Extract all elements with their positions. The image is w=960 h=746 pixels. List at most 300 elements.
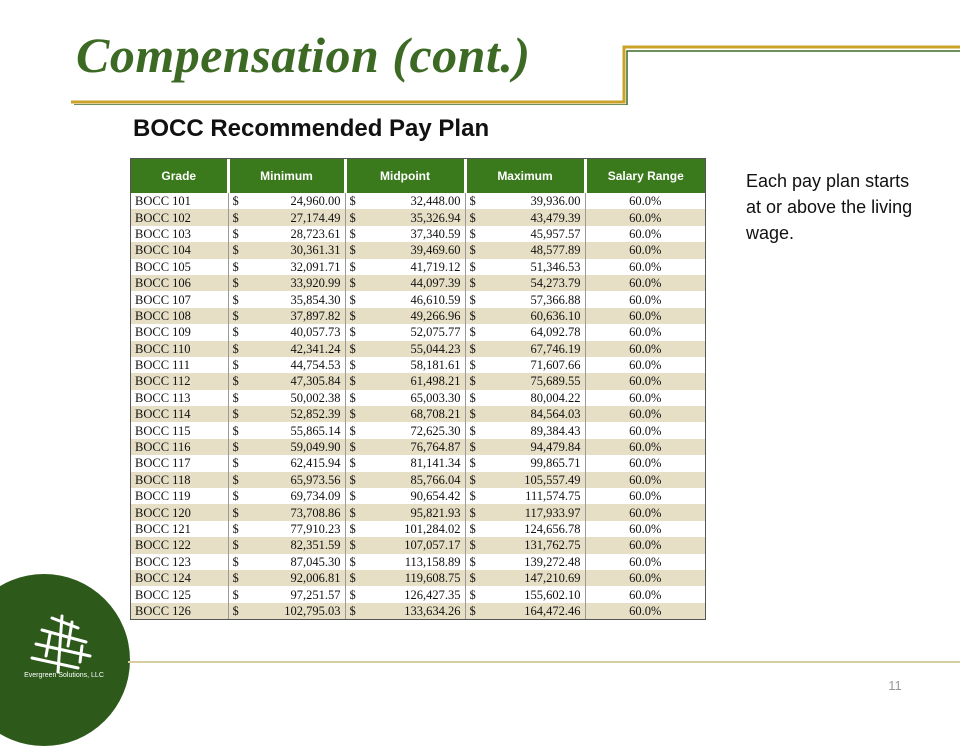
currency-amount: [470, 505, 581, 521]
currency-amount: [350, 357, 461, 373]
amount-value: 131,762.75: [524, 538, 581, 553]
currency-symbol: $: [349, 308, 356, 323]
amount-value: 54,273.79: [530, 276, 581, 291]
amount-value: 55,044.23: [410, 341, 461, 356]
table-row: [131, 324, 705, 340]
currency-symbol: $: [349, 456, 356, 471]
currency-symbol: $: [232, 390, 239, 405]
amount-value: 92,006.81: [290, 571, 341, 586]
grade-cell: BOCC 116: [131, 439, 228, 455]
currency-symbol: $: [232, 210, 239, 225]
currency-symbol: $: [349, 554, 356, 569]
currency-amount: [470, 357, 581, 373]
midpoint-cell: [345, 341, 465, 357]
page-number: 11: [888, 678, 902, 693]
amount-value: 62,415.94: [290, 456, 341, 471]
currency-symbol: $: [349, 226, 356, 241]
amount-value: 43,479.39: [530, 210, 581, 225]
amount-value: 102,795.03: [284, 603, 341, 618]
currency-symbol: $: [349, 489, 356, 504]
minimum-cell: [228, 504, 345, 520]
grade-cell: BOCC 108: [131, 308, 228, 324]
currency-amount: [470, 275, 581, 291]
currency-amount: [233, 193, 341, 209]
salary-range-cell: 60.0%: [585, 586, 705, 602]
midpoint-cell: [345, 209, 465, 225]
table-body: [131, 193, 705, 619]
living-wage-note: Each pay plan starts at or above the living wage.: [746, 171, 913, 243]
maximum-cell: [465, 537, 585, 553]
table-row: [131, 455, 705, 471]
currency-symbol: $: [469, 603, 476, 618]
currency-symbol: $: [232, 571, 239, 586]
currency-amount: [233, 505, 341, 521]
amount-value: 101,284.02: [404, 522, 461, 536]
midpoint-cell: [345, 488, 465, 504]
table-row: [131, 275, 705, 291]
midpoint-cell: [345, 570, 465, 586]
amount-value: 39,469.60: [410, 243, 461, 258]
currency-amount: [350, 570, 461, 586]
minimum-cell: [228, 570, 345, 586]
maximum-cell: [465, 308, 585, 324]
currency-amount: [350, 390, 461, 406]
grade-cell: BOCC 120: [131, 504, 228, 520]
currency-symbol: $: [469, 456, 476, 471]
currency-amount: [350, 423, 461, 439]
salary-range-cell: 60.0%: [585, 373, 705, 389]
amount-value: 33,920.99: [290, 276, 341, 291]
amount-value: 39,936.00: [530, 194, 581, 209]
currency-amount: [233, 373, 341, 389]
slide-title: Compensation (cont.): [76, 27, 531, 83]
minimum-cell: [228, 373, 345, 389]
currency-amount: [350, 373, 461, 389]
salary-range-cell: 60.0%: [585, 308, 705, 324]
table-row: [131, 504, 705, 520]
currency-amount: [470, 242, 581, 258]
currency-symbol: $: [232, 505, 239, 520]
amount-value: 80,004.22: [530, 390, 581, 405]
amount-value: 77,910.23: [290, 522, 341, 536]
midpoint-cell: [345, 193, 465, 209]
currency-symbol: $: [232, 472, 239, 487]
currency-amount: [350, 439, 461, 455]
amount-value: 57,366.88: [530, 292, 581, 307]
amount-value: 52,075.77: [410, 325, 461, 340]
pay-plan-table-container: [130, 158, 706, 620]
minimum-cell: [228, 537, 345, 553]
amount-value: 68,708.21: [410, 407, 461, 422]
grade-cell: BOCC 109: [131, 324, 228, 340]
table-row: [131, 603, 705, 619]
table-row: [131, 193, 705, 209]
grade-cell: BOCC 104: [131, 242, 228, 258]
minimum-cell: [228, 291, 345, 307]
amount-value: 42,341.24: [290, 341, 341, 356]
maximum-cell: [465, 226, 585, 242]
grade-cell: BOCC 107: [131, 291, 228, 307]
amount-value: 50,002.38: [290, 390, 341, 405]
amount-value: 69,734.09: [290, 489, 341, 504]
currency-amount: [233, 390, 341, 406]
amount-value: 32,091.71: [290, 259, 341, 274]
currency-amount: [350, 455, 461, 471]
midpoint-cell: [345, 291, 465, 307]
midpoint-cell: [345, 406, 465, 422]
minimum-cell: [228, 341, 345, 357]
currency-amount: [470, 341, 581, 357]
amount-value: 41,719.12: [410, 259, 461, 274]
currency-amount: [470, 406, 581, 422]
amount-value: 105,557.49: [524, 472, 581, 487]
currency-symbol: $: [349, 587, 356, 602]
currency-amount: [350, 603, 461, 619]
currency-symbol: $: [232, 226, 239, 241]
grade-cell: BOCC 113: [131, 390, 228, 406]
table-row: [131, 242, 705, 258]
midpoint-cell: [345, 504, 465, 520]
currency-amount: [233, 554, 341, 570]
midpoint-cell: [345, 521, 465, 537]
midpoint-cell: [345, 259, 465, 275]
amount-value: 89,384.43: [530, 423, 581, 438]
midpoint-cell: [345, 554, 465, 570]
amount-value: 126,427.35: [404, 587, 461, 602]
midpoint-cell: [345, 422, 465, 438]
amount-value: 37,897.82: [290, 308, 341, 323]
currency-amount: [350, 521, 461, 537]
currency-symbol: $: [469, 374, 476, 389]
grade-cell: BOCC 122: [131, 537, 228, 553]
grade-cell: BOCC 111: [131, 357, 228, 373]
amount-value: 71,607.66: [530, 358, 581, 373]
minimum-cell: [228, 390, 345, 406]
currency-symbol: $: [349, 407, 356, 422]
table-row: [131, 537, 705, 553]
currency-symbol: $: [232, 587, 239, 602]
maximum-cell: [465, 521, 585, 537]
midpoint-cell: [345, 472, 465, 488]
table-header-row: [131, 159, 705, 193]
table-row: [131, 226, 705, 242]
amount-value: 48,577.89: [530, 243, 581, 258]
salary-range-cell: 60.0%: [585, 455, 705, 471]
amount-value: 49,266.96: [410, 308, 461, 323]
currency-amount: [233, 242, 341, 258]
grade-cell: BOCC 125: [131, 586, 228, 602]
currency-amount: [350, 242, 461, 258]
grade-cell: BOCC 117: [131, 455, 228, 471]
amount-value: 35,854.30: [290, 292, 341, 307]
currency-symbol: $: [469, 505, 476, 520]
midpoint-cell: [345, 242, 465, 258]
salary-range-cell: 60.0%: [585, 193, 705, 209]
currency-amount: [470, 373, 581, 389]
amount-value: 87,045.30: [290, 554, 341, 569]
currency-symbol: $: [232, 603, 239, 618]
salary-range-cell: 60.0%: [585, 341, 705, 357]
minimum-cell: [228, 455, 345, 471]
amount-value: 76,764.87: [410, 440, 461, 455]
currency-amount: [350, 472, 461, 488]
amount-value: 107,057.17: [404, 538, 461, 553]
currency-amount: [470, 324, 581, 340]
currency-symbol: $: [232, 276, 239, 291]
table-row: [131, 488, 705, 504]
currency-amount: [470, 603, 581, 619]
table-row: [131, 308, 705, 324]
currency-amount: [350, 308, 461, 324]
amount-value: 65,973.56: [290, 472, 341, 487]
amount-value: 60,636.10: [530, 308, 581, 323]
currency-symbol: $: [349, 292, 356, 307]
grade-cell: BOCC 114: [131, 406, 228, 422]
minimum-cell: [228, 521, 345, 537]
midpoint-cell: [345, 308, 465, 324]
minimum-cell: [228, 488, 345, 504]
currency-amount: [233, 341, 341, 357]
salary-range-cell: 60.0%: [585, 291, 705, 307]
currency-amount: [233, 406, 341, 422]
amount-value: 67,746.19: [530, 341, 581, 356]
minimum-cell: [228, 275, 345, 291]
currency-symbol: $: [232, 374, 239, 389]
currency-symbol: $: [349, 243, 356, 258]
currency-symbol: $: [349, 390, 356, 405]
currency-amount: [350, 505, 461, 521]
maximum-cell: [465, 603, 585, 619]
currency-symbol: $: [469, 472, 476, 487]
column-header-maximum: Maximum: [465, 159, 585, 193]
currency-amount: [350, 193, 461, 209]
amount-value: 61,498.21: [410, 374, 461, 389]
currency-amount: [470, 193, 581, 209]
currency-amount: [350, 210, 461, 226]
currency-symbol: $: [232, 407, 239, 422]
pay-plan-table: [131, 159, 705, 619]
currency-amount: [470, 259, 581, 275]
maximum-cell: [465, 488, 585, 504]
currency-symbol: $: [232, 341, 239, 356]
currency-symbol: $: [232, 554, 239, 569]
minimum-cell: [228, 406, 345, 422]
amount-value: 28,723.61: [290, 226, 341, 241]
currency-symbol: $: [469, 587, 476, 602]
table-row: [131, 472, 705, 488]
amount-value: 37,340.59: [410, 226, 461, 241]
currency-symbol: $: [469, 440, 476, 455]
amount-value: 84,564.03: [530, 407, 581, 422]
column-header-midpoint: Midpoint: [345, 159, 465, 193]
currency-symbol: $: [349, 505, 356, 520]
maximum-cell: [465, 193, 585, 209]
amount-value: 133,634.26: [404, 603, 461, 618]
minimum-cell: [228, 357, 345, 373]
currency-symbol: $: [232, 308, 239, 323]
currency-amount: [233, 275, 341, 291]
maximum-cell: [465, 439, 585, 455]
currency-symbol: $: [232, 489, 239, 504]
currency-symbol: $: [232, 358, 239, 373]
amount-value: 99,865.71: [530, 456, 581, 471]
salary-range-cell: 60.0%: [585, 259, 705, 275]
currency-amount: [233, 488, 341, 504]
amount-value: 32,448.00: [410, 194, 461, 209]
table-row: [131, 259, 705, 275]
amount-value: 27,174.49: [290, 210, 341, 225]
amount-value: 75,689.55: [530, 374, 581, 389]
currency-symbol: $: [469, 259, 476, 274]
amount-value: 55,865.14: [290, 423, 341, 438]
currency-amount: [233, 472, 341, 488]
currency-symbol: $: [349, 374, 356, 389]
evergreen-tree-logo-icon: [28, 612, 98, 674]
amount-value: 94,479.84: [530, 440, 581, 455]
currency-amount: [233, 308, 341, 324]
midpoint-cell: [345, 603, 465, 619]
amount-value: 111,574.75: [525, 489, 581, 504]
minimum-cell: [228, 554, 345, 570]
currency-symbol: $: [232, 423, 239, 438]
table-row: [131, 422, 705, 438]
amount-value: 44,097.39: [410, 276, 461, 291]
salary-range-cell: 60.0%: [585, 242, 705, 258]
currency-symbol: $: [469, 194, 476, 209]
currency-symbol: $: [232, 456, 239, 471]
grade-cell: BOCC 115: [131, 422, 228, 438]
currency-symbol: $: [232, 538, 239, 553]
grade-cell: BOCC 124: [131, 570, 228, 586]
currency-amount: [350, 406, 461, 422]
currency-symbol: $: [349, 423, 356, 438]
grade-cell: BOCC 119: [131, 488, 228, 504]
currency-amount: [350, 292, 461, 308]
currency-amount: [233, 226, 341, 242]
currency-symbol: $: [349, 276, 356, 291]
salary-range-cell: 60.0%: [585, 439, 705, 455]
currency-symbol: $: [349, 522, 356, 536]
grade-cell: BOCC 112: [131, 373, 228, 389]
currency-amount: [470, 472, 581, 488]
minimum-cell: [228, 324, 345, 340]
salary-range-cell: 60.0%: [585, 521, 705, 537]
amount-value: 52,852.39: [290, 407, 341, 422]
minimum-cell: [228, 603, 345, 619]
currency-amount: [470, 308, 581, 324]
maximum-cell: [465, 570, 585, 586]
table-row: [131, 373, 705, 389]
salary-range-cell: 60.0%: [585, 504, 705, 520]
grade-cell: BOCC 101: [131, 193, 228, 209]
grade-cell: BOCC 123: [131, 554, 228, 570]
currency-symbol: $: [469, 571, 476, 586]
table-row: [131, 439, 705, 455]
currency-amount: [233, 570, 341, 586]
currency-symbol: $: [349, 358, 356, 373]
currency-symbol: $: [469, 358, 476, 373]
column-header-minimum: Minimum: [228, 159, 345, 193]
currency-symbol: $: [349, 440, 356, 455]
salary-range-cell: 60.0%: [585, 226, 705, 242]
amount-value: 65,003.30: [410, 390, 461, 405]
grade-cell: BOCC 126: [131, 603, 228, 619]
currency-amount: [350, 488, 461, 504]
amount-value: 124,656.78: [524, 522, 581, 536]
currency-amount: [470, 226, 581, 242]
currency-amount: [350, 341, 461, 357]
amount-value: 73,708.86: [290, 505, 341, 520]
currency-symbol: $: [469, 423, 476, 438]
table-row: [131, 341, 705, 357]
maximum-cell: [465, 472, 585, 488]
maximum-cell: [465, 586, 585, 602]
currency-amount: [233, 423, 341, 439]
currency-symbol: $: [349, 194, 356, 209]
table-row: [131, 521, 705, 537]
table-row: [131, 586, 705, 602]
currency-amount: [470, 423, 581, 439]
currency-symbol: $: [232, 194, 239, 209]
amount-value: 58,181.61: [410, 358, 461, 373]
amount-value: 30,361.31: [290, 243, 341, 258]
currency-amount: [470, 210, 581, 226]
minimum-cell: [228, 586, 345, 602]
salary-range-cell: 60.0%: [585, 209, 705, 225]
table-row: [131, 291, 705, 307]
currency-symbol: $: [349, 325, 356, 340]
currency-symbol: $: [232, 522, 239, 536]
amount-value: 147,210.69: [524, 571, 581, 586]
maximum-cell: [465, 406, 585, 422]
midpoint-cell: [345, 373, 465, 389]
currency-symbol: $: [349, 603, 356, 618]
minimum-cell: [228, 259, 345, 275]
currency-amount: [350, 554, 461, 570]
midpoint-cell: [345, 586, 465, 602]
salary-range-cell: 60.0%: [585, 537, 705, 553]
table-row: [131, 406, 705, 422]
currency-amount: [470, 390, 581, 406]
currency-symbol: $: [469, 226, 476, 241]
amount-value: 51,346.53: [530, 259, 581, 274]
salary-range-cell: 60.0%: [585, 390, 705, 406]
amount-value: 81,141.34: [410, 456, 461, 471]
maximum-cell: [465, 341, 585, 357]
salary-range-cell: 60.0%: [585, 603, 705, 619]
amount-value: 47,305.84: [290, 374, 341, 389]
maximum-cell: [465, 291, 585, 307]
currency-symbol: $: [469, 276, 476, 291]
amount-value: 44,754.53: [290, 358, 341, 373]
salary-range-cell: 60.0%: [585, 488, 705, 504]
amount-value: 113,158.89: [404, 554, 461, 569]
currency-symbol: $: [469, 210, 476, 225]
midpoint-cell: [345, 390, 465, 406]
grade-cell: BOCC 106: [131, 275, 228, 291]
grade-cell: BOCC 103: [131, 226, 228, 242]
pay-plan-subtitle: BOCC Recommended Pay Plan: [133, 115, 490, 142]
currency-symbol: $: [469, 554, 476, 569]
salary-range-cell: 60.0%: [585, 357, 705, 373]
midpoint-cell: [345, 324, 465, 340]
minimum-cell: [228, 472, 345, 488]
minimum-cell: [228, 226, 345, 242]
currency-amount: [350, 275, 461, 291]
maximum-cell: [465, 324, 585, 340]
amount-value: 35,326.94: [410, 210, 461, 225]
company-logo-text: Evergreen Solutions, LLC: [24, 672, 104, 679]
